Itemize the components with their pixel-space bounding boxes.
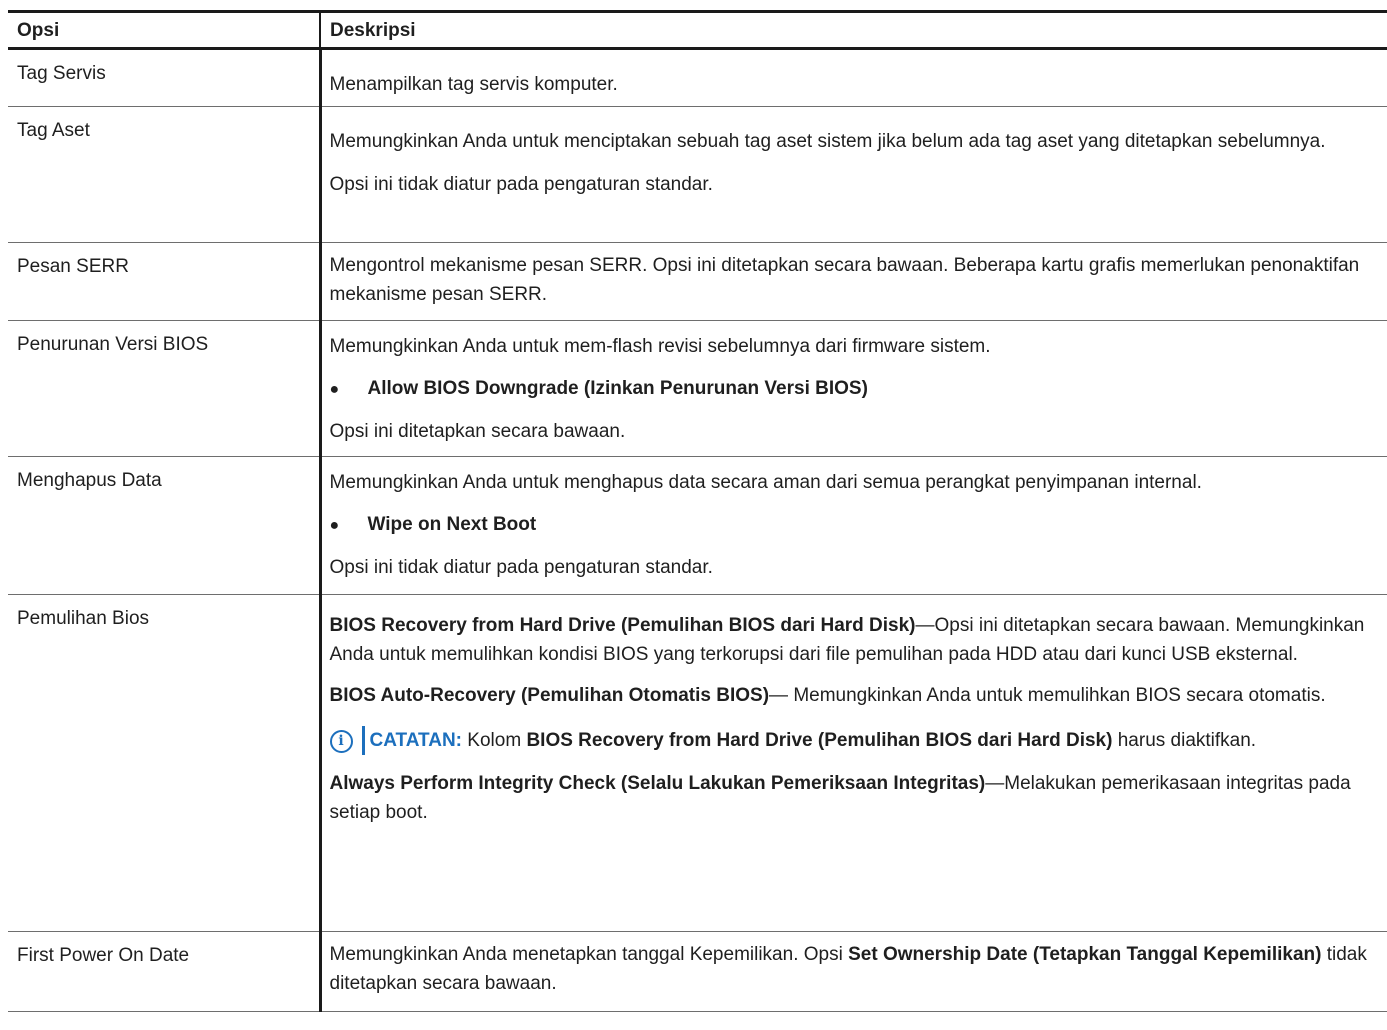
description-text: Memungkinkan Anda untuk menciptakan sebuah tag aset sistem jika belum ada tag aset yang ditetapkan sebelumnya. xyxy=(329,131,1326,152)
note-bold: BIOS Recovery from Hard Drive (Pemulihan BIOS dari Hard Disk) xyxy=(526,730,1113,751)
list-item-text: Wipe on Next Boot xyxy=(367,514,537,535)
option-name: Menghapus Data xyxy=(8,457,320,595)
table-row xyxy=(8,932,1387,1012)
bullet-icon: ● xyxy=(329,517,340,534)
option-description xyxy=(320,595,1387,932)
option-name: Tag Aset xyxy=(8,107,320,243)
option-description xyxy=(320,243,1387,321)
option-name: Pesan SERR xyxy=(8,243,320,321)
note-callout xyxy=(330,726,1387,755)
table-row xyxy=(8,49,1387,107)
table-row xyxy=(8,457,1387,595)
note-text: Kolom xyxy=(462,730,527,751)
info-circle-icon: i xyxy=(330,730,353,753)
description-text: Mengontrol mekanisme pesan SERR. Opsi ini ditetapkan secara bawaan. Beberapa kartu grafis memerlukan penonaktifan mekanisme pesan SERR. xyxy=(329,255,1360,305)
description-bold: Always Perform Integrity Check (Selalu Lakukan Pemeriksaan Integritas) xyxy=(329,773,986,794)
table-row xyxy=(8,243,1387,321)
bios-options-table xyxy=(8,10,1387,1012)
option-name: Pemulihan Bios xyxy=(8,595,320,932)
description-rest: —Melakukan pemerikasaan integritas pada setiap boot. xyxy=(329,773,1351,823)
bullet-icon: ● xyxy=(329,381,340,398)
table-row xyxy=(8,321,1387,457)
description-text xyxy=(330,755,1387,834)
header-option: Opsi xyxy=(8,12,320,49)
option-description xyxy=(320,321,1387,457)
header-description: Deskripsi xyxy=(320,12,1387,49)
option-description xyxy=(320,932,1387,1012)
option-description xyxy=(320,457,1387,595)
description-bold: Set Ownership Date (Tetapkan Tanggal Kepemilikan) xyxy=(848,944,1322,965)
list-item xyxy=(330,497,1387,540)
description-text: Opsi ini tidak diatur pada pengaturan standar. xyxy=(329,557,713,578)
table-row xyxy=(8,595,1387,932)
description-text xyxy=(330,932,1387,1005)
note-divider xyxy=(362,726,365,755)
description-text: Memungkinkan Anda untuk menghapus data secara aman dari semua perangkat penyimpanan internal. xyxy=(329,472,1202,493)
option-description xyxy=(320,107,1387,243)
option-name: Tag Servis xyxy=(8,49,320,107)
table-header-row xyxy=(8,12,1387,49)
note-text: harus diaktifkan. xyxy=(1112,730,1257,751)
option-name: First Power On Date xyxy=(8,932,320,1012)
list-item xyxy=(330,361,1387,404)
description-text xyxy=(330,595,1387,669)
table-row xyxy=(8,107,1387,243)
description-text: Memungkinkan Anda untuk mem-flash revisi sebelumnya dari firmware sistem. xyxy=(329,336,991,357)
description-bold: BIOS Recovery from Hard Drive (Pemulihan BIOS dari Hard Disk) xyxy=(329,615,916,636)
description-text: Opsi ini ditetapkan secara bawaan. xyxy=(329,421,626,442)
description-text: Opsi ini tidak diatur pada pengaturan standar. xyxy=(329,174,713,195)
option-description xyxy=(320,49,1387,107)
description-rest: Memungkinkan Anda menetapkan tanggal Kepemilikan. Opsi xyxy=(329,944,849,965)
description-text: Menampilkan tag servis komputer. xyxy=(329,74,618,95)
note-label: CATATAN: xyxy=(369,730,463,751)
description-rest: — Memungkinkan Anda untuk memulihkan BIOS secara otomatis. xyxy=(769,685,1326,706)
description-rest: tidak ditetapkan secara bawaan. xyxy=(329,944,1367,994)
option-name: Penurunan Versi BIOS xyxy=(8,321,320,457)
description-text xyxy=(330,669,1387,710)
description-rest: —Opsi ini ditetapkan secara bawaan. Memungkinkan Anda untuk memulihkan kondisi BIOS yang terkorupsi dari file pemulihan pada HDD atau dari kunci USB eksternal. xyxy=(329,615,1365,665)
description-bold: BIOS Auto-Recovery (Pemulihan Otomatis BIOS) xyxy=(329,685,770,706)
list-item-text: Allow BIOS Downgrade (Izinkan Penurunan Versi BIOS) xyxy=(367,378,868,399)
